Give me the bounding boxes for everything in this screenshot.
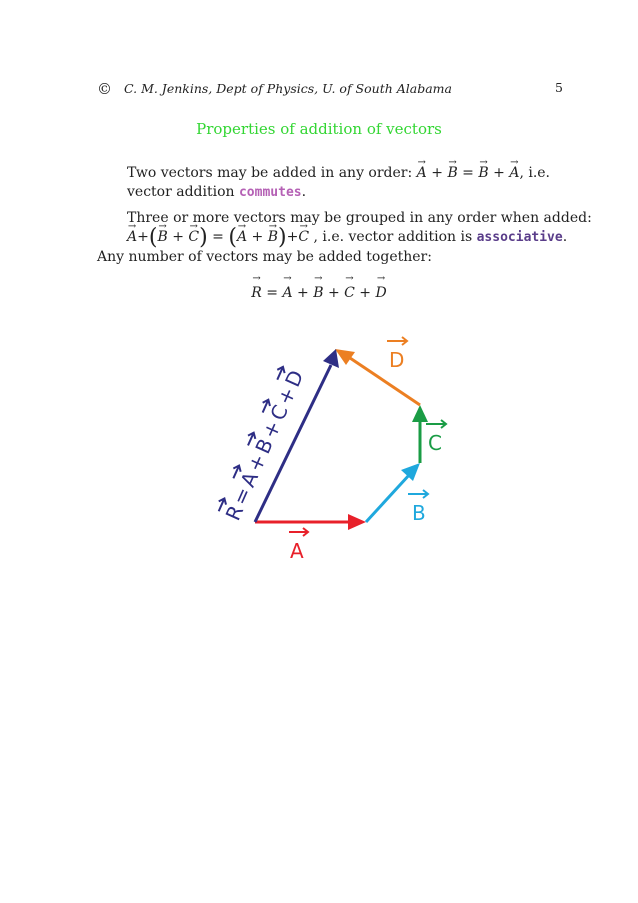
vector-B-2: → B bbox=[478, 165, 488, 181]
vector-A: → A bbox=[282, 285, 292, 301]
vector-B-arrow bbox=[366, 474, 410, 522]
copyright-symbol: © bbox=[97, 80, 112, 98]
vector-C-2: → C bbox=[298, 229, 309, 245]
section-title: Properties of addition of vectors bbox=[196, 120, 442, 138]
label-C-group bbox=[426, 420, 446, 455]
left-paren: ( bbox=[148, 225, 158, 250]
vector-A: → A bbox=[127, 229, 137, 245]
paragraph-any-number: Any number of vectors may be added together: bbox=[97, 249, 432, 265]
label-B-group bbox=[408, 490, 428, 525]
label-D-group bbox=[387, 337, 407, 372]
vector-C-head bbox=[412, 405, 428, 422]
plus-sign-2: + bbox=[488, 165, 510, 181]
vector-D-arrow bbox=[350, 358, 420, 405]
equals-sign: = bbox=[207, 229, 229, 245]
equals-sign: = bbox=[457, 165, 479, 181]
text-run: , i.e. vector addition is bbox=[309, 229, 477, 245]
equals-sign: = bbox=[261, 285, 283, 301]
right-paren: ) bbox=[199, 225, 208, 250]
vector-B-2: → B bbox=[268, 229, 278, 245]
keyword-commutes: commutes bbox=[238, 185, 302, 200]
left-paren-2: ( bbox=[228, 225, 237, 250]
plus-sign: + bbox=[354, 285, 376, 301]
label-B: B bbox=[412, 501, 426, 525]
text-run: . bbox=[301, 184, 307, 200]
plus-sign: + bbox=[167, 229, 189, 245]
text-run: . bbox=[562, 229, 568, 245]
plus-sign: + bbox=[292, 285, 314, 301]
vector-A: → A bbox=[417, 165, 427, 181]
plus-sign: + bbox=[247, 229, 268, 245]
plus-sign: + bbox=[286, 229, 299, 245]
vector-B: → B bbox=[157, 229, 167, 245]
vector-R: → R bbox=[251, 285, 262, 301]
label-R: R=A+B+C+D bbox=[220, 363, 310, 525]
vector-C: → C bbox=[344, 285, 355, 301]
paragraph-associative: Three or more vectors may be grouped in any order when added: bbox=[127, 210, 592, 226]
plus-sign: + bbox=[137, 229, 149, 245]
vector-C: → C bbox=[188, 229, 199, 245]
vector-A-2: → A bbox=[509, 165, 519, 181]
right-paren-2: ) bbox=[278, 225, 287, 250]
vector-B-head bbox=[401, 463, 420, 481]
vector-B: → B bbox=[447, 165, 457, 181]
text-run: Two vectors may be added in any order: bbox=[127, 165, 417, 181]
label-R-group bbox=[214, 361, 309, 524]
plus-sign: + bbox=[426, 165, 448, 181]
label-A: A bbox=[290, 539, 304, 563]
label-C: C bbox=[428, 431, 442, 455]
author-line: C. M. Jenkins, Dept of Physics, U. of South Alabama bbox=[124, 81, 452, 96]
label-D: D bbox=[389, 348, 405, 372]
plus-sign: + bbox=[323, 285, 345, 301]
vector-A-2: → A bbox=[237, 229, 247, 245]
vector-D: → D bbox=[376, 285, 387, 301]
vector-A-head bbox=[348, 514, 366, 530]
label-A-group bbox=[289, 528, 308, 563]
text-run: vector addition bbox=[127, 184, 239, 200]
vector-B: → B bbox=[313, 285, 323, 301]
page-number: 5 bbox=[555, 80, 563, 95]
keyword-associative: associative bbox=[476, 230, 563, 245]
text-run: , i.e. bbox=[519, 165, 551, 181]
